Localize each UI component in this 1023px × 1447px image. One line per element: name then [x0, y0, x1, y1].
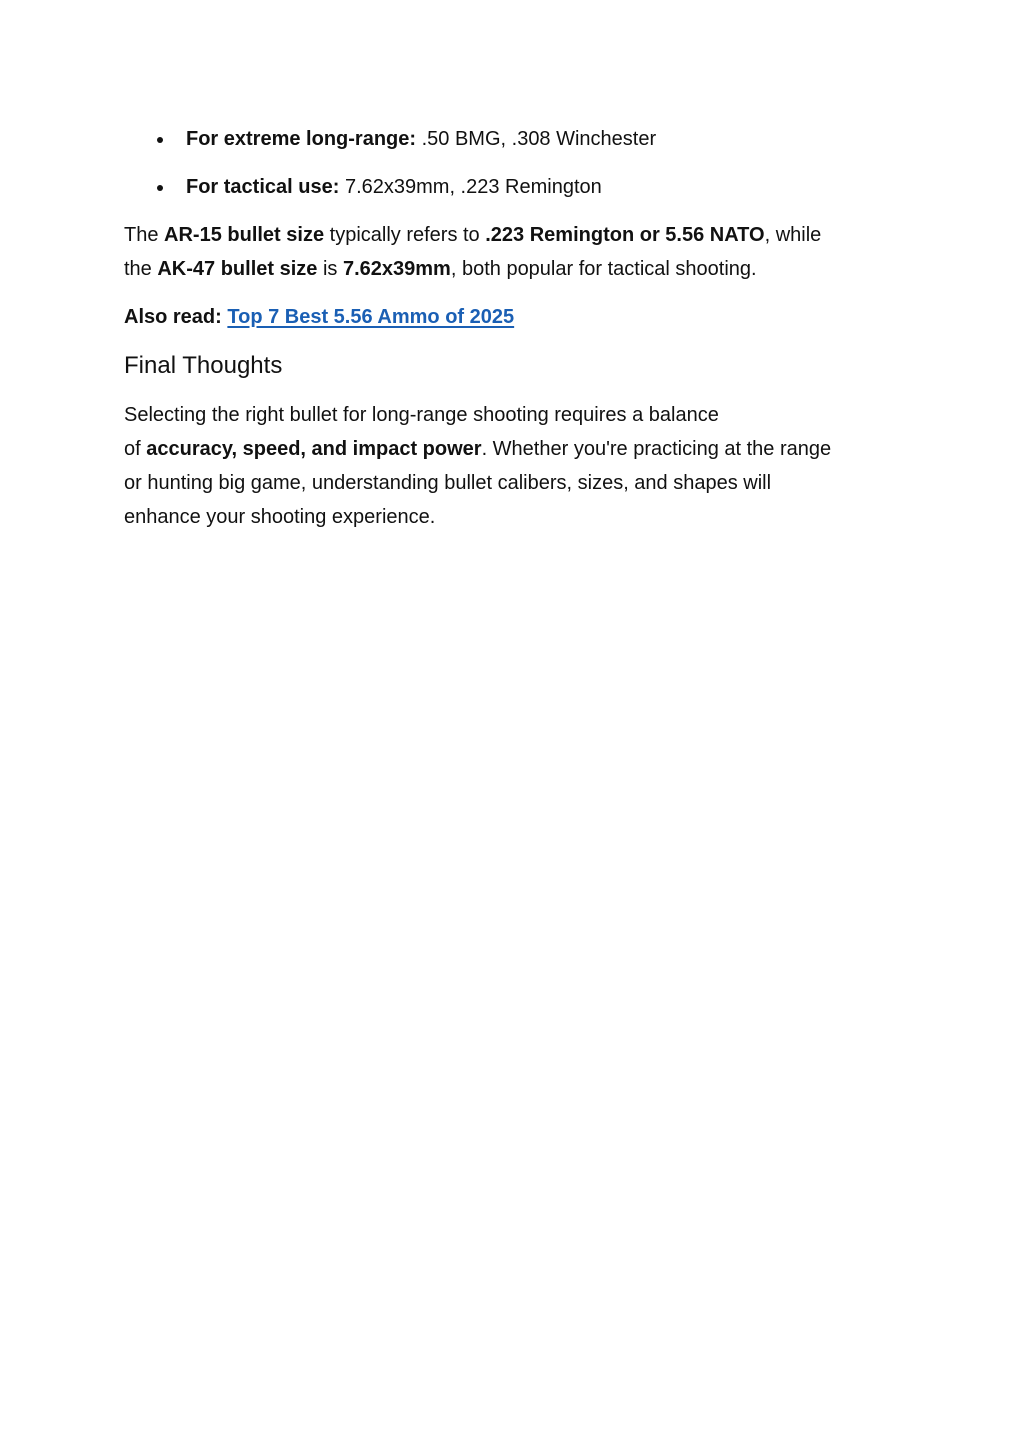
list-item-tactical-use	[124, 170, 914, 204]
bullet-label: For tactical use:	[186, 176, 340, 198]
text-run: of	[124, 438, 147, 460]
paragraph-line: Selecting the right bullet for long-range shooting requires a balance	[124, 404, 719, 426]
bold-run: accuracy, speed, and impact power	[146, 438, 482, 460]
section-heading: Final Thoughts	[124, 352, 283, 379]
paragraph-line	[124, 252, 914, 286]
text-run: , while	[764, 224, 822, 246]
document-content	[124, 122, 914, 548]
text-run: The	[124, 224, 165, 246]
bold-run: 7.62x39mm	[342, 258, 451, 280]
bullet-text: .50 BMG, .308 Winchester	[416, 128, 657, 150]
bullet-text: 7.62x39mm, .223 Remington	[339, 176, 602, 198]
bullet-dot-icon	[157, 137, 163, 143]
bold-run: AR-15 bullet size	[164, 224, 325, 246]
paragraph-line: or hunting big game, understanding bullet calibers, sizes, and shapes will	[124, 472, 772, 494]
text-run: is	[317, 258, 343, 280]
also-read-link[interactable]: Top 7 Best 5.56 Ammo of 2025	[227, 306, 515, 328]
bullet-label: For extreme long-range:	[186, 128, 417, 150]
bold-run: AK-47 bullet size	[157, 258, 318, 280]
text-run: . Whether you're practicing at the range	[481, 438, 832, 460]
bullet-dot-icon	[157, 185, 163, 191]
paragraph-line	[124, 218, 914, 252]
list-item-extreme-long-range	[124, 122, 914, 156]
text-run: typically refers to	[324, 224, 486, 246]
text-run: the	[124, 258, 158, 280]
paragraph-bullet-sizes	[124, 218, 914, 286]
text-run: , both popular for tactical shooting.	[450, 258, 757, 280]
also-read-line	[124, 300, 914, 334]
paragraph-final-thoughts	[124, 398, 914, 534]
bullet-list	[124, 122, 914, 204]
paragraph-line: enhance your shooting experience.	[124, 506, 436, 528]
also-read-label: Also read:	[124, 306, 222, 328]
paragraph-line	[124, 432, 914, 466]
bold-run: .223 Remington or 5.56 NATO	[485, 224, 765, 246]
